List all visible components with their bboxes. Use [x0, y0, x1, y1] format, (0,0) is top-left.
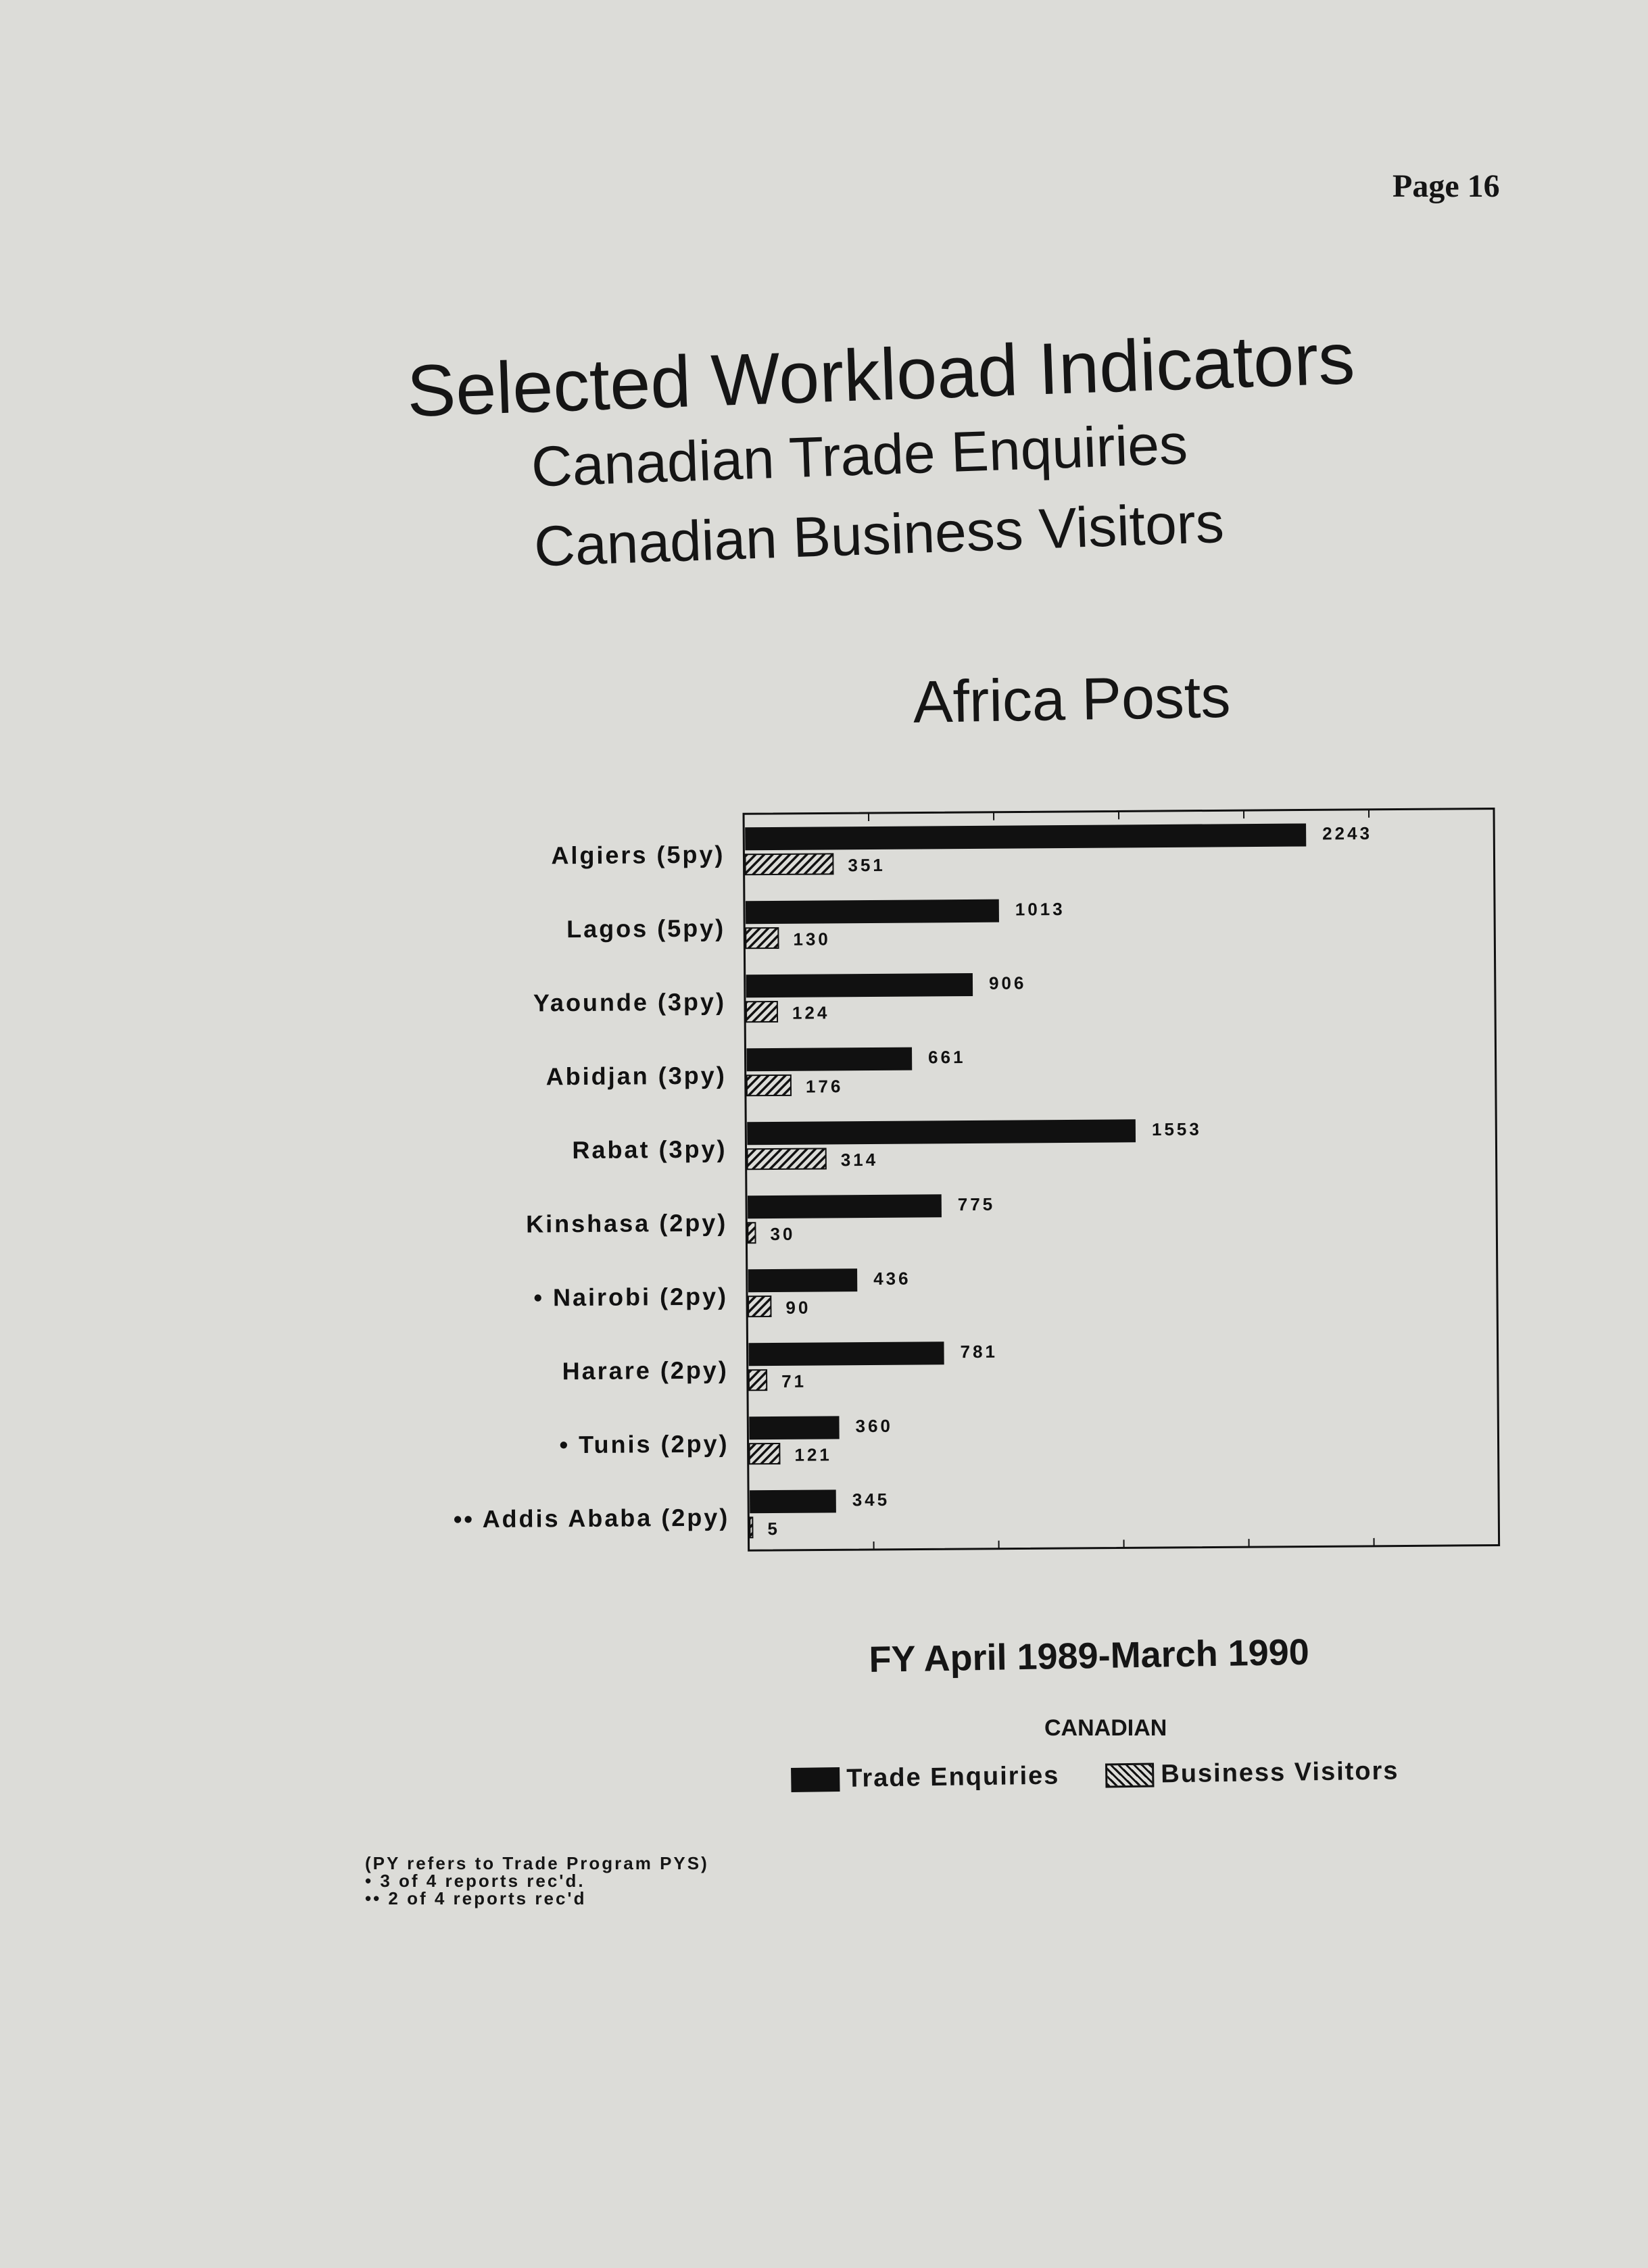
footnote-2of4: •• 2 of 4 reports rec'd: [365, 1888, 587, 1908]
bar-business-visitors: [750, 1517, 752, 1537]
section-title: Africa Posts: [913, 662, 1232, 735]
data-label-visitors: 314: [840, 1149, 879, 1170]
data-label-trade: 781: [960, 1341, 998, 1362]
data-label-visitors: 351: [848, 854, 886, 876]
chart-title: Selected Workload Indicators: [405, 317, 1357, 432]
bar-trade-enquiries: [750, 1489, 836, 1513]
data-label-trade: 436: [873, 1268, 911, 1289]
data-label-trade: 1013: [1015, 898, 1065, 920]
category-label: Yaounde (3py): [533, 987, 727, 1017]
legend-label-trade: Trade Enquiries: [846, 1761, 1060, 1793]
bar-business-visitors: [748, 1223, 755, 1243]
data-label-trade: 2243: [1322, 822, 1373, 844]
bar-business-visitors: [746, 928, 778, 948]
bar-trade-enquiries: [748, 1341, 944, 1366]
data-label-visitors: 30: [770, 1223, 796, 1245]
bar-business-visitors: [747, 1148, 825, 1169]
legend-title: CANADIAN: [1044, 1715, 1167, 1741]
bar-trade-enquiries: [748, 1194, 942, 1218]
category-label: Lagos (5py): [566, 914, 726, 943]
bar-trade-enquiries: [746, 973, 973, 997]
chart-caption: FY April 1989-March 1990: [869, 1631, 1310, 1680]
data-label-visitors: 71: [781, 1371, 807, 1391]
category-label: Rabat (3py): [572, 1135, 727, 1164]
data-label-trade: 661: [928, 1047, 966, 1068]
data-label-visitors: 176: [805, 1076, 844, 1097]
chart-subtitle-line2: Canadian Business Visitors: [533, 490, 1226, 578]
category-label: Algiers (5py): [551, 840, 725, 870]
bar-business-visitors: [747, 1075, 791, 1095]
bar-business-visitors: [749, 1370, 767, 1390]
bar-trade-enquiries: [746, 899, 999, 925]
data-label-trade: 345: [852, 1489, 890, 1510]
legend-swatch-trade: [791, 1767, 840, 1792]
category-label: Abidjan (3py): [546, 1061, 727, 1091]
data-label-trade: 775: [957, 1193, 996, 1215]
data-label-trade: 906: [988, 972, 1027, 993]
category-label: •• Addis Ababa (2py): [453, 1503, 730, 1533]
legend-label-visitors: Business Visitors: [1161, 1756, 1399, 1789]
data-label-trade: 1553: [1151, 1118, 1202, 1140]
category-label: Kinshasa (2py): [526, 1208, 728, 1238]
bar-trade-enquiries: [748, 1268, 858, 1292]
footnote-3of4: • 3 of 4 reports rec'd.: [365, 1871, 585, 1891]
chart-subtitle-line1: Canadian Trade Enquiries: [530, 412, 1189, 499]
data-label-visitors: 130: [793, 929, 831, 950]
category-label: • Tunis (2py): [559, 1429, 729, 1459]
bar-business-visitors: [750, 1444, 780, 1464]
data-label-visitors: 90: [785, 1297, 811, 1318]
bar-business-visitors: [748, 1296, 771, 1316]
footnotes: [365, 1854, 709, 1907]
data-label-trade: 360: [855, 1415, 894, 1437]
data-label-visitors: 124: [792, 1002, 830, 1023]
bar-trade-enquiries: [745, 823, 1306, 850]
legend-swatch-visitors: [1105, 1762, 1154, 1788]
data-label-visitors: 5: [767, 1518, 780, 1539]
bar-trade-enquiries: [747, 1119, 1136, 1145]
bar-trade-enquiries: [746, 1047, 912, 1072]
category-label: • Nairobi (2py): [533, 1282, 729, 1312]
bar-business-visitors: [746, 1002, 777, 1022]
bar-trade-enquiries: [749, 1416, 839, 1439]
page-number: Page 16: [1392, 168, 1500, 204]
category-label: Harare (2py): [562, 1356, 729, 1385]
bar-business-visitors: [745, 854, 833, 874]
footnote-py: (PY refers to Trade Program PYS): [365, 1853, 709, 1873]
data-label-visitors: 121: [794, 1444, 832, 1465]
